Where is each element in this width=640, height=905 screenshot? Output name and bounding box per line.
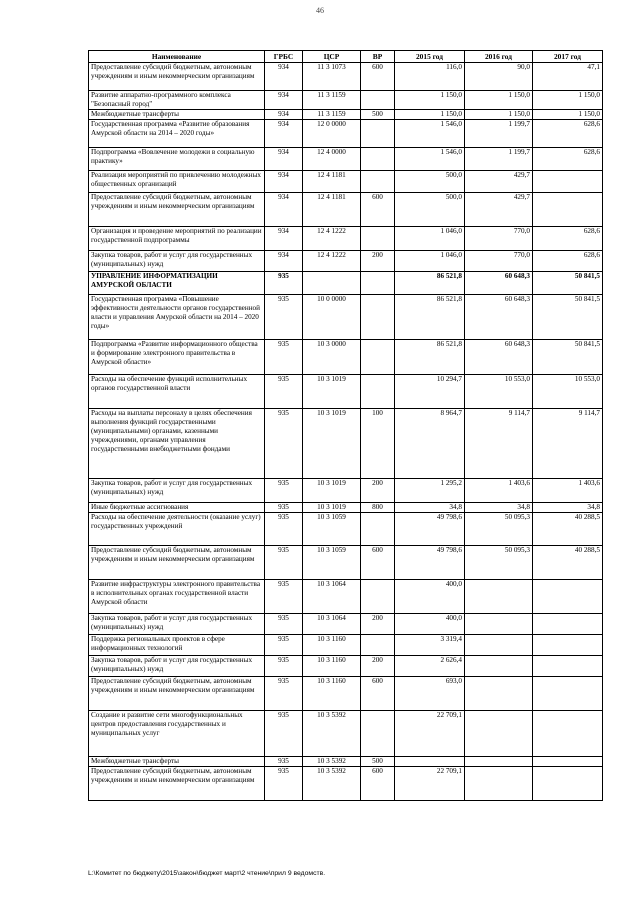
cell-csr: [303, 272, 361, 295]
cell-vr: [361, 120, 395, 148]
cell-vr: 200: [361, 251, 395, 272]
cell-vr: 200: [361, 614, 395, 635]
cell-grbs: 934: [265, 110, 303, 120]
cell-grbs: 935: [265, 757, 303, 767]
cell-grbs: 935: [265, 375, 303, 409]
cell-name: Межбюджетные трансферты: [89, 757, 265, 767]
cell-csr: 10 3 1019: [303, 503, 361, 513]
cell-2016: [465, 635, 533, 656]
cell-2016: 429,7: [465, 193, 533, 227]
header-csr: ЦСР: [303, 51, 361, 63]
cell-2015: 116,0: [395, 63, 465, 91]
cell-2017: [533, 757, 603, 767]
cell-grbs: 935: [265, 513, 303, 546]
table-row: [89, 193, 603, 227]
cell-2015: 8 964,7: [395, 409, 465, 479]
cell-2017: [533, 767, 603, 801]
cell-csr: 10 3 5392: [303, 757, 361, 767]
cell-name: Предоставление субсидий бюджетным, автономным учреждениям и иным некоммерческим организациям: [89, 193, 265, 227]
cell-2016: 9 114,7: [465, 409, 533, 479]
cell-2017: [533, 193, 603, 227]
table-row: [89, 340, 603, 375]
cell-csr: 10 3 5392: [303, 767, 361, 801]
table-row: [89, 120, 603, 148]
cell-name: Предоставление субсидий бюджетным, автономным учреждениям и иным некоммерческим организациям: [89, 546, 265, 580]
cell-name: Подпрограмма «Вовлечение молодежи в социальную практику»: [89, 148, 265, 171]
cell-2015: 1 546,0: [395, 120, 465, 148]
cell-grbs: 934: [265, 227, 303, 251]
cell-grbs: 934: [265, 63, 303, 91]
cell-grbs: 935: [265, 479, 303, 503]
table-body: [89, 63, 603, 801]
cell-csr: 10 3 1019: [303, 375, 361, 409]
cell-2017: [533, 614, 603, 635]
table-row: [89, 479, 603, 503]
header-vr: ВР: [361, 51, 395, 63]
cell-name: Предоставление субсидий бюджетным, автономным учреждениям и иным некоммерческим организациям: [89, 63, 265, 91]
cell-grbs: 935: [265, 340, 303, 375]
cell-2016: [465, 767, 533, 801]
cell-csr: 12 0 0000: [303, 120, 361, 148]
cell-2017: 50 841,5: [533, 340, 603, 375]
table-row: [89, 767, 603, 801]
cell-vr: 200: [361, 479, 395, 503]
cell-2017: 40 288,5: [533, 513, 603, 546]
cell-name: Создание и развитие сети многофункциональных центров предоставления государственных и муниципальных услуг: [89, 711, 265, 757]
cell-csr: 11 3 1073: [303, 63, 361, 91]
cell-2015: 2 626,4: [395, 656, 465, 677]
table-row: [89, 546, 603, 580]
cell-name: Закупка товаров, работ и услуг для государственных (муниципальных) нужд: [89, 251, 265, 272]
cell-csr: 12 4 1222: [303, 251, 361, 272]
cell-csr: 10 3 0000: [303, 340, 361, 375]
cell-grbs: 935: [265, 580, 303, 614]
cell-vr: [361, 148, 395, 171]
cell-grbs: 935: [265, 546, 303, 580]
table-row: [89, 757, 603, 767]
cell-grbs: 934: [265, 120, 303, 148]
cell-2017: 50 841,5: [533, 272, 603, 295]
cell-2016: [465, 677, 533, 711]
cell-csr: 10 3 1160: [303, 677, 361, 711]
cell-2017: [533, 580, 603, 614]
cell-name: Развитие инфраструктуры электронного правительства в исполнительных органах государственной власти Амурской области: [89, 580, 265, 614]
cell-2015: 34,8: [395, 503, 465, 513]
cell-name: Расходы на обеспечение функций исполнительных органов государственной власти: [89, 375, 265, 409]
cell-csr: 10 3 5392: [303, 711, 361, 757]
cell-vr: 600: [361, 677, 395, 711]
cell-2016: 429,7: [465, 171, 533, 193]
cell-2016: 50 095,3: [465, 546, 533, 580]
cell-grbs: 935: [265, 295, 303, 340]
cell-vr: [361, 711, 395, 757]
cell-2017: 628,6: [533, 251, 603, 272]
table-row: [89, 580, 603, 614]
cell-vr: [361, 171, 395, 193]
cell-2015: [395, 757, 465, 767]
cell-vr: 600: [361, 193, 395, 227]
cell-csr: 11 3 1159: [303, 110, 361, 120]
header-2017: 2017 год: [533, 51, 603, 63]
cell-2016: [465, 614, 533, 635]
cell-name: Предоставление субсидий бюджетным, автономным учреждениям и иным некоммерческим организациям: [89, 767, 265, 801]
cell-grbs: 934: [265, 193, 303, 227]
cell-vr: [361, 340, 395, 375]
cell-name: Реализация мероприятий по привлечению молодежных общественных организаций: [89, 171, 265, 193]
cell-name: Расходы на обеспечение деятельности (оказание услуг) государственных учреждений: [89, 513, 265, 546]
cell-vr: 600: [361, 767, 395, 801]
cell-2017: 1 403,6: [533, 479, 603, 503]
cell-2016: 1 150,0: [465, 110, 533, 120]
footer-file-path: L:\Комитет по бюджету\2015\закон\бюджет март\2 чтение\прил 9 ведомств.: [88, 870, 326, 877]
cell-2016: [465, 711, 533, 757]
cell-grbs: 934: [265, 251, 303, 272]
cell-grbs: 935: [265, 503, 303, 513]
cell-name: Подпрограмма «Развитие информационного общества и формирование электронного правительства в Амурской области»: [89, 340, 265, 375]
cell-2017: 34,8: [533, 503, 603, 513]
cell-2016: [465, 656, 533, 677]
cell-2016: 1 150,0: [465, 91, 533, 110]
cell-name: Государственная программа «Развитие образования Амурской области на 2014 – 2020 годы»: [89, 120, 265, 148]
cell-name: Расходы на выплаты персоналу в целях обеспечения выполнения функций государственными (муниципальными) органами, казенными учреждениями, органами управления государственными внебюджетными фондами: [89, 409, 265, 479]
table-row: [89, 272, 603, 295]
cell-vr: 100: [361, 409, 395, 479]
cell-2015: 1 150,0: [395, 91, 465, 110]
cell-2016: 770,0: [465, 251, 533, 272]
table-row: [89, 711, 603, 757]
cell-2017: [533, 635, 603, 656]
cell-name: Закупка товаров, работ и услуг для государственных (муниципальных) нужд: [89, 656, 265, 677]
cell-csr: 10 3 1059: [303, 546, 361, 580]
cell-vr: 500: [361, 757, 395, 767]
table-row: [89, 110, 603, 120]
cell-csr: 10 3 1160: [303, 635, 361, 656]
cell-grbs: 935: [265, 656, 303, 677]
cell-name: Развитие аппаратно-программного комплекса "Безопасный город": [89, 91, 265, 110]
cell-vr: [361, 580, 395, 614]
table-header-row: [89, 51, 603, 63]
cell-2016: 60 648,3: [465, 272, 533, 295]
cell-2015: 86 521,8: [395, 295, 465, 340]
cell-2015: 10 294,7: [395, 375, 465, 409]
cell-grbs: 934: [265, 91, 303, 110]
cell-2016: 90,0: [465, 63, 533, 91]
cell-grbs: 935: [265, 677, 303, 711]
cell-name: Организация и проведение мероприятий по реализации государственной подпрограммы: [89, 227, 265, 251]
cell-2015: 86 521,8: [395, 340, 465, 375]
cell-2017: 47,1: [533, 63, 603, 91]
cell-2016: 1 199,7: [465, 120, 533, 148]
table-row: [89, 513, 603, 546]
cell-name: Предоставление субсидий бюджетным, автономным учреждениям и иным некоммерческим организациям: [89, 677, 265, 711]
cell-2017: 628,6: [533, 120, 603, 148]
table-row: [89, 375, 603, 409]
cell-name: Поддержка региональных проектов в сфере информационных технологий: [89, 635, 265, 656]
cell-2015: 693,0: [395, 677, 465, 711]
cell-csr: 10 3 1019: [303, 479, 361, 503]
cell-2015: 22 709,1: [395, 711, 465, 757]
cell-name: Закупка товаров, работ и услуг для государственных (муниципальных) нужд: [89, 479, 265, 503]
cell-2015: 500,0: [395, 193, 465, 227]
cell-2016: [465, 757, 533, 767]
cell-2017: 40 288,5: [533, 546, 603, 580]
cell-2016: 1 199,7: [465, 148, 533, 171]
cell-2017: [533, 656, 603, 677]
cell-vr: [361, 635, 395, 656]
table-row: [89, 171, 603, 193]
cell-2017: 10 553,0: [533, 375, 603, 409]
cell-csr: 10 3 1019: [303, 409, 361, 479]
header-grbs: ГРБС: [265, 51, 303, 63]
table-row: [89, 295, 603, 340]
cell-2016: 770,0: [465, 227, 533, 251]
cell-name: Закупка товаров, работ и услуг для государственных (муниципальных) нужд: [89, 614, 265, 635]
table-row: [89, 63, 603, 91]
header-name: Наименование: [89, 51, 265, 63]
cell-2017: [533, 711, 603, 757]
cell-csr: 12 4 1181: [303, 171, 361, 193]
cell-2015: 1 150,0: [395, 110, 465, 120]
header-2016: 2016 год: [465, 51, 533, 63]
cell-csr: 10 0 0000: [303, 295, 361, 340]
cell-2017: 1 150,0: [533, 110, 603, 120]
cell-grbs: 934: [265, 148, 303, 171]
table-row: [89, 677, 603, 711]
cell-vr: 200: [361, 656, 395, 677]
cell-name: Государственная программа «Повышение эффективности деятельности органов государственной власти и управления Амурской области на 2014 – 2020 годы»: [89, 295, 265, 340]
table-row: [89, 148, 603, 171]
cell-2016: 50 095,3: [465, 513, 533, 546]
cell-2017: 628,6: [533, 227, 603, 251]
cell-csr: 11 3 1159: [303, 91, 361, 110]
cell-2016: [465, 580, 533, 614]
cell-2015: 400,0: [395, 580, 465, 614]
cell-2016: 60 648,3: [465, 340, 533, 375]
cell-name: УПРАВЛЕНИЕ ИНФОРМАТИЗАЦИИ АМУРСКОЙ ОБЛАСТИ: [89, 272, 265, 295]
cell-2015: 49 798,6: [395, 546, 465, 580]
cell-vr: 800: [361, 503, 395, 513]
cell-2015: 1 546,0: [395, 148, 465, 171]
cell-vr: [361, 513, 395, 546]
cell-2016: 60 648,3: [465, 295, 533, 340]
table-row: [89, 614, 603, 635]
cell-2017: 9 114,7: [533, 409, 603, 479]
cell-2015: 1 295,2: [395, 479, 465, 503]
cell-2016: 1 403,6: [465, 479, 533, 503]
cell-2017: [533, 677, 603, 711]
header-2015: 2015 год: [395, 51, 465, 63]
cell-grbs: 935: [265, 272, 303, 295]
cell-csr: 10 3 1160: [303, 656, 361, 677]
cell-2015: 86 521,8: [395, 272, 465, 295]
cell-vr: 500: [361, 110, 395, 120]
cell-2016: 34,8: [465, 503, 533, 513]
table-row: [89, 227, 603, 251]
table-row: [89, 503, 603, 513]
cell-csr: 12 4 1222: [303, 227, 361, 251]
cell-2016: 10 553,0: [465, 375, 533, 409]
cell-2015: 500,0: [395, 171, 465, 193]
cell-2015: 3 319,4: [395, 635, 465, 656]
cell-2015: 1 046,0: [395, 227, 465, 251]
cell-2015: 400,0: [395, 614, 465, 635]
cell-vr: [361, 91, 395, 110]
cell-2015: 22 709,1: [395, 767, 465, 801]
table-row: [89, 409, 603, 479]
cell-grbs: 935: [265, 711, 303, 757]
cell-2015: 49 798,6: [395, 513, 465, 546]
cell-grbs: 935: [265, 614, 303, 635]
cell-2017: [533, 171, 603, 193]
cell-csr: 10 3 1064: [303, 580, 361, 614]
cell-2017: 628,6: [533, 148, 603, 171]
cell-vr: 600: [361, 63, 395, 91]
cell-grbs: 935: [265, 635, 303, 656]
cell-2015: 1 046,0: [395, 251, 465, 272]
table-row: [89, 656, 603, 677]
cell-csr: 10 3 1064: [303, 614, 361, 635]
cell-grbs: 935: [265, 409, 303, 479]
page-number: 46: [316, 6, 324, 15]
cell-csr: 10 3 1059: [303, 513, 361, 546]
cell-csr: 12 4 1181: [303, 193, 361, 227]
table-row: [89, 635, 603, 656]
cell-vr: 600: [361, 546, 395, 580]
cell-name: Иные бюджетные ассигнования: [89, 503, 265, 513]
table-row: [89, 91, 603, 110]
cell-2017: 1 150,0: [533, 91, 603, 110]
budget-table: [88, 50, 603, 801]
cell-name: Межбюджетные трансферты: [89, 110, 265, 120]
cell-vr: [361, 295, 395, 340]
cell-grbs: 934: [265, 171, 303, 193]
cell-grbs: 935: [265, 767, 303, 801]
cell-csr: 12 4 0000: [303, 148, 361, 171]
cell-vr: [361, 375, 395, 409]
cell-vr: [361, 227, 395, 251]
cell-vr: [361, 272, 395, 295]
table-row: [89, 251, 603, 272]
cell-2017: 50 841,5: [533, 295, 603, 340]
